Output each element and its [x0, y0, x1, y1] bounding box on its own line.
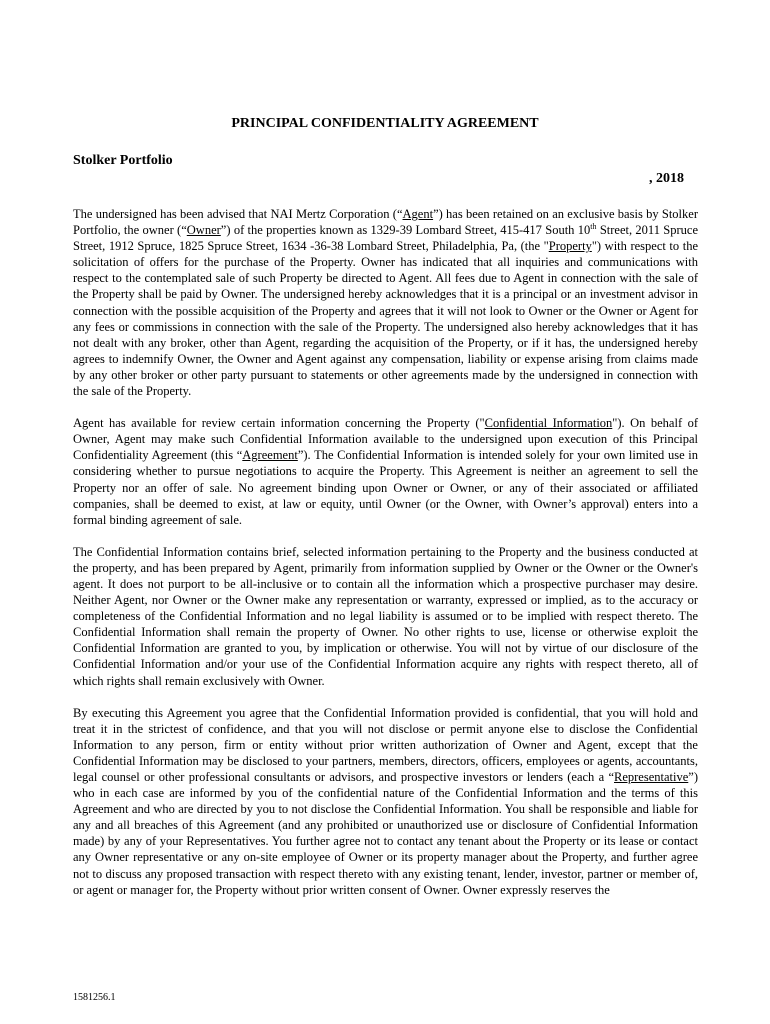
- text-run: By executing this Agreement you agree that the Confidential Information provided is confidential, that you will hold and treat it in the strictest of confidence, and that you will not disclose or permit anyone else to disclose the Confidential Information to any person, firm or entity without prior written authorization of Owner and Agent, except that the Confidential Information may be disclosed to your partners, members, directors, officers, employees or agents, accountants, legal counsel or other professional consultants or advisors, and prospective investors or lenders (each a “: [73, 705, 698, 784]
- paragraph-agent-retention: [73, 206, 698, 399]
- paragraph-nondisclosure: [73, 705, 698, 898]
- text-run: ”). The Confidential Information is intended solely for your own limited use in considering whether to pursue negotiations to acquire the Property. This Agreement is neither an agreement to sell the Property nor an offer of sale. No agreement binding upon Owner or Owner, or any of their associated or affiliated companies, shall be deemed to exist, at law or equity, until Owner (or the Owner, with Owner’s approval) enters into a formal binding agreement of sale.: [73, 448, 698, 527]
- document-title: PRINCIPAL CONFIDENTIALITY AGREEMENT: [231, 116, 539, 131]
- text-run: ”) of the properties known as 1329-39 Lombard Street, 415-417 South 10: [220, 223, 591, 238]
- text-run: The undersigned has been advised that NAI Mertz Corporation (“: [73, 207, 403, 221]
- paragraph-confidential-information: [73, 415, 698, 528]
- text-run: ") with respect to the solicitation of offers for the purchase of the Property. Owner has indicated that all inquiries and communications with respect to the contemplated sale of such Property be directed to Agent. All fees due to Agent in connection with the sale of the Property shall be paid by Owner. The undersigned hereby acknowledges that it is a principal or an investment advisor in connection with the possible acquisition of the Property and agrees that it will not look to Owner or the Owner or Agent for any fees or commissions in connection with the sale of the Property. The undersigned also hereby acknowledges that it has not dealt with any broker, other than Agent, regarding the acquisition of the Property, or if it has, the undersigned hereby agrees to indemnify Owner, the Owner and Agent against any compensation, liability or expense arising from claims made by any other broker or other party pursuant to statements or other agreements made by the undersigned in connection with the sale of the Property.: [73, 239, 698, 399]
- portfolio-name: Stolker Portfolio: [73, 153, 173, 168]
- defined-term-agreement: Agreement: [242, 448, 298, 463]
- text-run: ”) who in each case are informed by you of the confidential nature of the Confidential Information and the terms of this Agreement and who are directed by you to not disclose the Confidential Information. You shall be responsible and liable for any and all breaches of this Agreement (and any prohibited or unauthorized use or disclosure of Confidential Information made) by any of your Representatives. You further agree not to contact any tenant about the Property or its lease or contact any Owner representative or any on-site employee of Owner or its property manager about the Property, and further agree not to discuss any proposed transaction with respect thereto with any existing tenant, lender, investor, partner or member of, or agent or manager for, the Property without prior written consent of Owner. Owner expressly reserves the: [73, 770, 698, 897]
- agreement-date: , 2018: [649, 171, 684, 186]
- ordinal-suffix: th: [590, 221, 597, 231]
- defined-term-property: Property: [548, 239, 592, 254]
- agreement-body: [73, 206, 698, 898]
- defined-term-representative: Representative: [614, 770, 689, 784]
- text-run: Street, 2011 Spruce Street, 1912 Spruce, 1825 Spruce Street, 1634 -36-38 Lombard Street, Philadelphia, Pa, (the ": [73, 223, 698, 254]
- text-run: ”) has been retained on an exclusive basis by Stolker Portfolio, the owner (“: [73, 207, 698, 238]
- defined-term-owner: Owner: [186, 223, 221, 238]
- defined-term-confidential-information: Confidential Information: [484, 416, 613, 431]
- text-run: Agent has available for review certain information concerning the Property (": [73, 416, 485, 431]
- paragraph-disclaimer: The Confidential Information contains brief, selected information pertaining to the Property and the business conducted at the property, and has been prepared by Agent, primarily from information supplied by Owner or the Owner or the Owner's agent. It does not purport to be all-inclusive or to contain all the information which a prospective purchaser may desire. Neither Agent, nor Owner or the Owner make any representation or warranty, expressed or implied, as to the accuracy or completeness of the Confidential Information and no legal liability is assumed or to be implied with respect thereto. The Confidential Information shall remain the property of Owner. No other rights to use, license or otherwise exploit the Confidential Information are granted to you, by implication or otherwise. You will not by virtue of our disclosure of the Confidential Information and/or your use of the Confidential Information acquire any rights with respect thereto, all of which rights shall remain exclusively with Owner.: [73, 544, 698, 688]
- text-run: "). On behalf of Owner, Agent may make such Confidential Information available to the undersigned upon execution of this Principal Confidentiality Agreement (this “: [73, 416, 698, 463]
- defined-term-agent: Agent: [402, 207, 434, 221]
- document-footer-id: 1581256.1: [73, 992, 116, 1003]
